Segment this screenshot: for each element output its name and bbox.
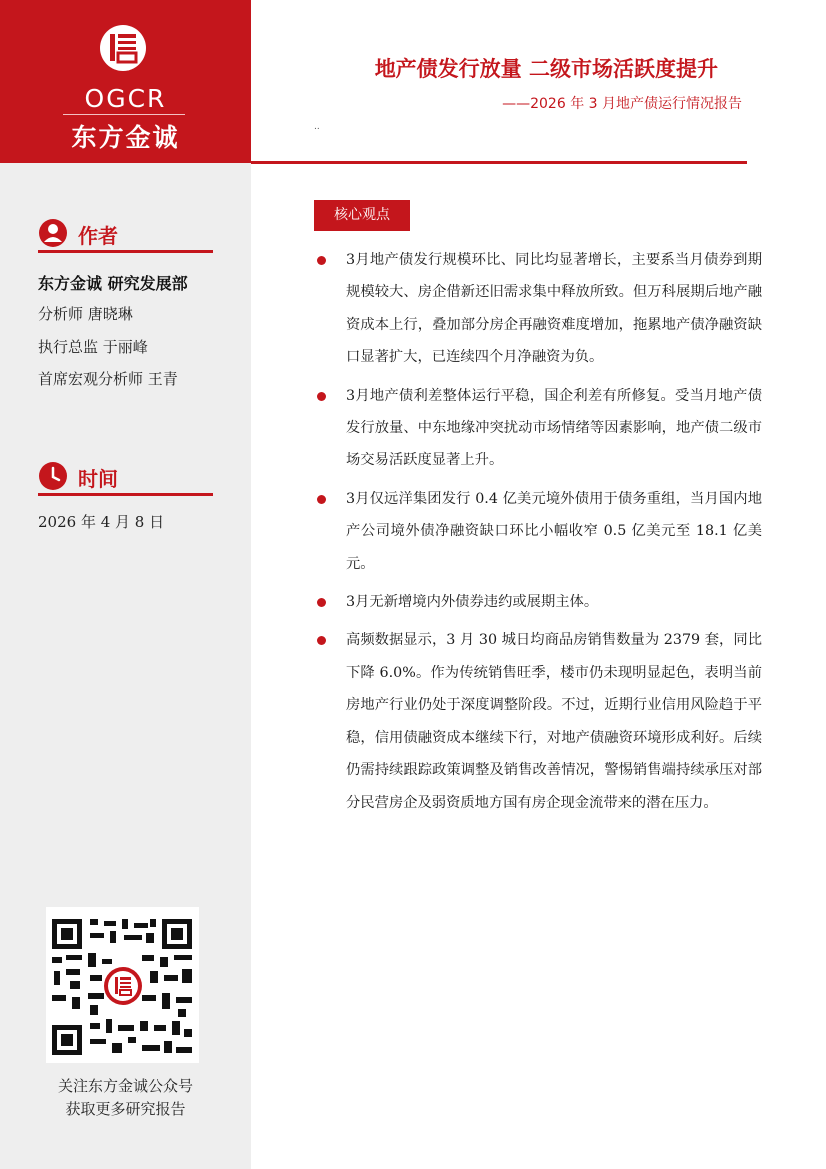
bullet-dot-icon — [317, 256, 326, 265]
key-point-text: 高频数据显示，3 月 30 城日均商品房销售数量为 2379 套，同比下降 6.0%。作为传统销售旺季，楼市仍未现明显起色，表明当前房地产行业仍处于深度调整阶段。不过，近期行业信用风险趋于平稳，信用债融资成本继续下行，对地产债融资环境形成利好。后续仍需持续跟踪政策调整及销售改善情况，警惕销售端持续承压对部分民营房企及弱资质地方国有房企现金流带来的潜在压力。 — [346, 632, 762, 811]
time-section-title: 时间 — [78, 467, 118, 491]
qr-code-icon — [46, 907, 199, 1063]
brand-logo[interactable] — [0, 0, 251, 163]
bullet-dot-icon — [317, 598, 326, 607]
key-point-item — [314, 244, 762, 374]
header-divider — [251, 161, 747, 164]
logo-emblem-icon — [98, 23, 148, 73]
key-points-list — [314, 244, 762, 825]
bullet-dot-icon — [317, 392, 326, 401]
report-date: 2026 年 4 月 8 日 — [38, 513, 165, 531]
logo-divider — [63, 114, 185, 115]
key-point-text: 3月地产债利差整体运行平稳，国企利差有所修复。受当月地产债发行放量、中东地缘冲突扰动市场情绪等因素影响，地产债二级市场交易活跃度显著上升。 — [346, 387, 762, 469]
header-dots: .. — [314, 122, 320, 132]
key-points-tag: 核心观点 — [314, 200, 410, 231]
report-subtitle: ——2026 年 3 月地产债运行情况报告 — [502, 96, 742, 112]
key-point-item — [314, 586, 762, 618]
logo-chinese-text: 东方金诚 — [71, 123, 180, 152]
bullet-dot-icon — [317, 636, 326, 645]
bullet-dot-icon — [317, 495, 326, 504]
key-point-text: 3月地产债发行规模环比、同比均显著增长，主要系当月债券到期规模较大、房企借新还旧需求集中释放所致。但万科展期后地产融资成本上行，叠加部分房企再融资难度增加，拖累地产债净融资缺口显著扩大，已连续四个月净融资为负。 — [346, 252, 762, 366]
author-line: 首席宏观分析师 王青 — [38, 370, 178, 388]
wechat-qr-code[interactable] — [46, 907, 199, 1063]
report-title: 地产债发行放量 二级市场活跃度提升 — [374, 57, 718, 81]
key-point-item — [314, 483, 762, 580]
person-icon — [38, 218, 68, 248]
author-line: 分析师 唐晓琳 — [38, 305, 133, 323]
author-section-header — [38, 218, 213, 253]
key-point-item — [314, 380, 762, 477]
key-point-item — [314, 624, 762, 818]
key-point-text: 3月仅远洋集团发行 0.4 亿美元境外债用于债务重组，当月国内地产公司境外债净融资缺口环比小幅收窄 0.5 亿美元至 18.1 亿美元。 — [346, 490, 762, 572]
author-section-title: 作者 — [78, 224, 118, 248]
qr-caption-line: 获取更多研究报告 — [65, 1100, 186, 1118]
author-org: 东方金诚 研究发展部 — [38, 274, 188, 293]
time-section-header — [38, 461, 213, 496]
author-line: 执行总监 于丽峰 — [38, 338, 148, 356]
logo-english-text: OGCR — [84, 84, 167, 113]
clock-icon — [38, 461, 68, 491]
key-point-text: 3月无新增境内外债券违约或展期主体。 — [346, 594, 599, 611]
qr-caption-line: 关注东方金诚公众号 — [57, 1077, 193, 1095]
